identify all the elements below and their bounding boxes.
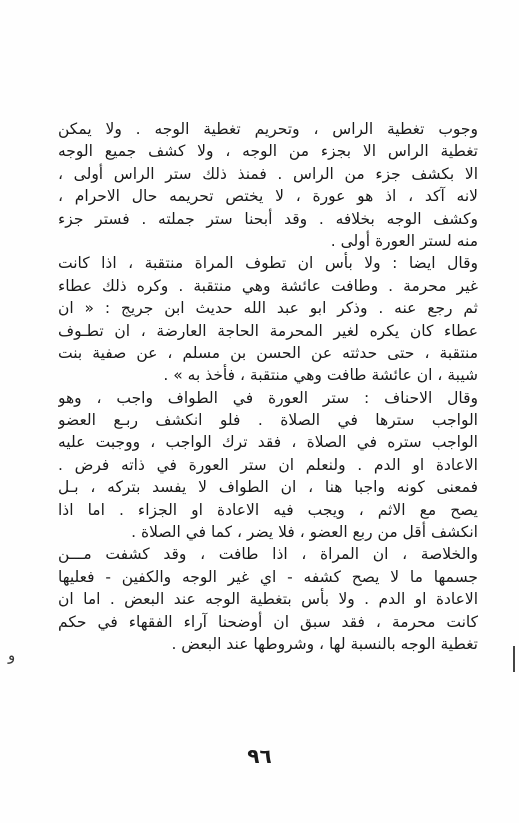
text-line-3: الا بكشف جزء من الراس . فمنذ ذلك ستر الراس أولى ،	[58, 164, 478, 183]
text-line-22: الاعادة او الدم . ولا بأس بتغطية الوجه عند البعض . اما ان	[58, 590, 478, 609]
text-line-18: يصح مع الاثم ، ويجب فيه الاعادة او الجزاء . اما اذا	[58, 500, 478, 519]
text-line-20: والخلاصة ، ان المراة ، اذا طافت ، وقد كشفت مـــن	[58, 545, 478, 564]
text-line-19: انكشف أقل من ربع العضو ، فلا يضر ، كما في الصلاة .	[131, 523, 478, 542]
text-line-1: وجوب تغطية الراس ، وتحريم تغطية الوجه . ولا يمكن	[58, 120, 478, 138]
text-line-4: لانه آكد ، اذ هو عورة ، لا يختص تحريمه حال الاحرام ،	[58, 187, 478, 206]
text-line-7: وقال ايضا : ولا بأس ان تطوف المراة منتقبة ، اذا كانت	[58, 254, 478, 273]
text-line-14: الواجب سترها في الصلاة . فلو انكشف ربـع العضو	[58, 411, 478, 430]
text-line-6: منه لستر العورة أولى .	[330, 231, 478, 250]
text-line-16: الاعادة او الدم . ولنعلم ان ستر العورة في ذاته فرض .	[58, 455, 478, 474]
text-line-8: غير محرمة . وطافت عائشة وهي منتقبة . وكره ذلك عطاء	[58, 276, 478, 295]
text-line-12: شيبة ، ان عائشة طافت وهي منتقبة ، فأخذ به » .	[163, 366, 478, 385]
text-line-9: ثم رجع عنه . وذكر ابو عبد الله حديث ابن جريج : « ان	[58, 299, 478, 318]
text-line-5: وكشف الوجه بخلافه . وقد أبحنا ستر جملته . فستر جزء	[58, 209, 478, 228]
text-line-21: جسمها ما لا يصح كشفه - اي غير الوجه والكفين - فعليها	[58, 567, 478, 586]
text-line-15: الواجب ستره في الصلاة ، فقد ترك الواجب ، ووجبت عليه	[58, 433, 478, 452]
text-line-23: كانت محرمة ، فقد سبق ان أوضحنا آراء الفقهاء في حكم	[58, 612, 478, 631]
text-line-13: وقال الاحناف : ستر العورة في الطواف واجب ، وهو	[58, 388, 478, 407]
page-number: ٩٦	[247, 744, 272, 768]
text-line-11: منتقبة ، حتى حدثته عن الحسن بن مسلم ، عن صفية بنت	[58, 343, 478, 362]
margin-line-mark	[513, 646, 515, 672]
text-line-24: تغطية الوجه بالنسبة لها ، وشروطها عند البعض .	[171, 634, 478, 653]
margin-mark-icon: ﻭ	[8, 646, 16, 664]
body-text	[58, 118, 478, 655]
text-line-17: فمعنى كونه واجبا هنا ، ان الطواف لا يفسد بتركه ، بـل	[58, 478, 478, 497]
text-line-10: عطاء كان يكره لغير المحرمة الحاجة العارضة ، ان تطـوف	[58, 321, 478, 340]
text-line-2: تغطية الراس الا بجزء من الوجه ، ولا كشف جميع الوجه	[58, 142, 478, 161]
